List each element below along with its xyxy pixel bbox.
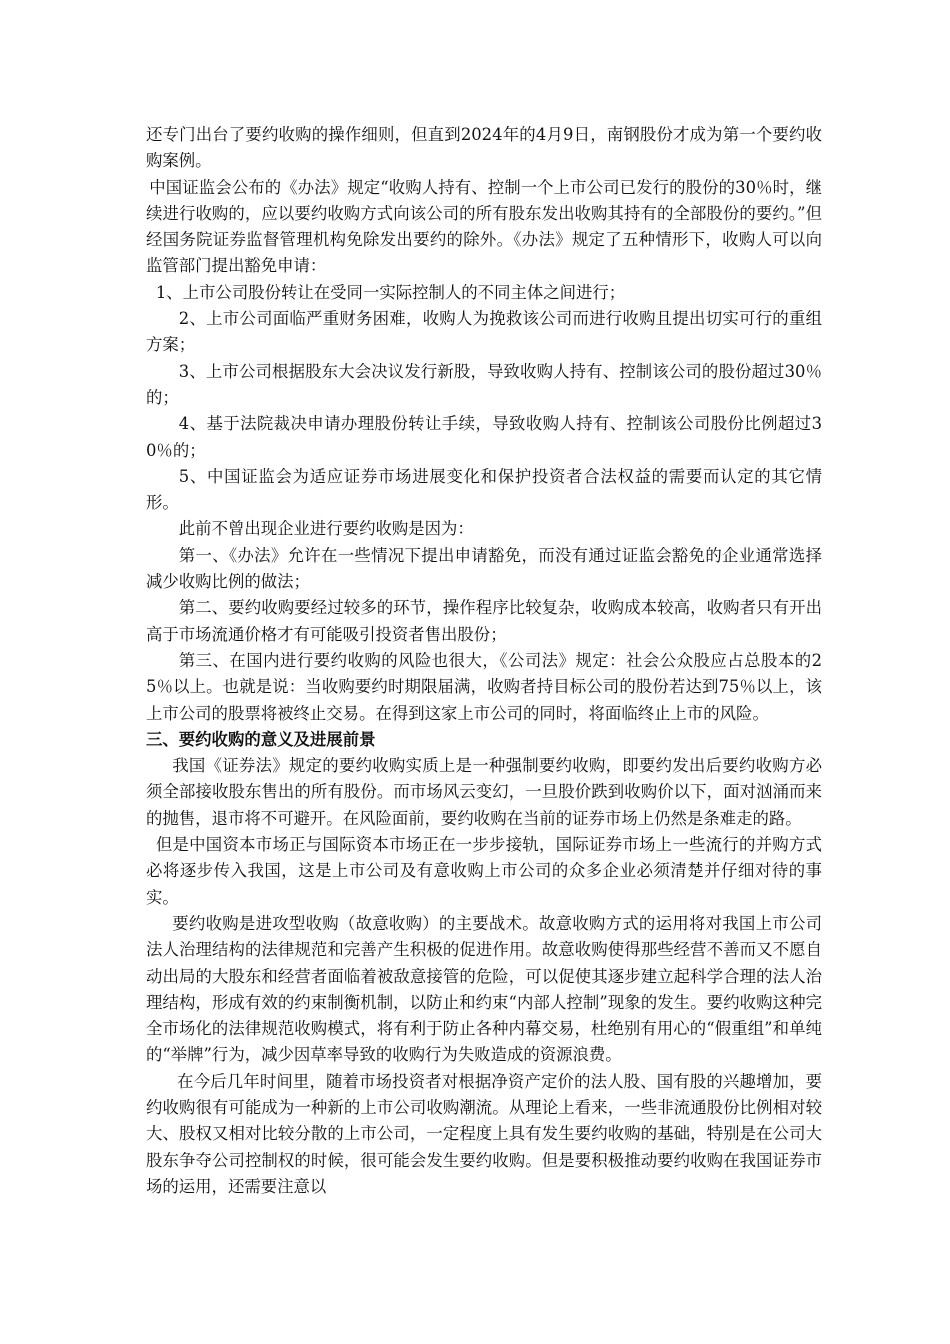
paragraph-reason-3: 第三、在国内进行要约收购的风险也很大，《公司法》规定：社会公众股应占总股本的25％以上。也就是说：当收购要约时期限届满，收购者持目标公司的股份若达到75％以上，该上市公司的股票将被终止交易。在得到这家上市公司的同时，将面临终止上市的风险。: [146, 650, 822, 723]
paragraph-significance-2: 但是中国资本市场正与国际资本市场正在一步步接轨，国际证券市场上一些流行的并购方式必将逐步传入我国，这是上市公司及有意收购上市公司的众多企业必须清楚并仔细对待的事实。: [146, 835, 822, 907]
list-item-exemption-3: 3、上市公司根据股东大会决议发行新股，导致收购人持有、控制该公司的股份超过30％的；: [146, 361, 822, 407]
paragraph-significance-1: 我国《证券法》规定的要约收购实质上是一种强制要约收购，即要约发出后要约收购方必须全部接收股东售出的所有股份。而市场风云变幻，一旦股价跌到收购价以下，面对汹涌而来的抛售，退市将不可避开。在风险面前，要约收购在当前的证券市场上仍然是条难走的路。: [146, 756, 822, 828]
paragraph-significance-3: 要约收购是进攻型收购（故意收购）的主要战术。故意收购方式的运用将对我国上市公司法人治理结构的法律规范和完善产生积极的促进作用。故意收购使得那些经营不善而又不愿自动出局的大股东和经营者面临着被敌意接管的危险，可以促使其逐步建立起科学合理的法人治理结构，形成有效的约束制衡机制，以防止和约束“内部人控制”现象的发生。要约收购这种完全市场化的法律规范收购模式，将有利于防止各种内幕交易，杜绝别有用心的“假重组”和单纯的“举牌”行为，减少因草率导致的收购行为失败造成的资源浪费。: [146, 913, 822, 1065]
document-page: [146, 122, 822, 1200]
paragraph-significance-4: 在今后几年时间里，随着市场投资者对根据净资产定价的法人股、国有股的兴趣增加，要约收购很有可能成为一种新的上市公司收购潮流。从理论上看来，一些非流通股份比例相对较大、股权又相对比较分散的上市公司，一定程度上具有发生要约收购的基础，特别是在公司大股东争夺公司控制权的时候，很可能会发生要约收购。但是要积极推动要约收购在我国证券市场的运用，还需要注意以: [146, 1071, 822, 1196]
paragraph-intro-continued: 还专门出台了要约收购的操作细则，但直到2024年的4月9日，南钢股份才成为第一个要约收购案例。: [146, 125, 822, 171]
paragraph-reason-1: 第一、《办法》允许在一些情况下提出申请豁免，而没有通过证监会豁免的企业通常选择减少收购比例的做法；: [146, 545, 822, 592]
list-item-exemption-4: 4、基于法院裁决申请办理股份转让手续，导致收购人持有、控制该公司股份比例超过30％的；: [146, 414, 822, 460]
list-item-exemption-1: 1、上市公司股份转让在受同一实际控制人的不同主体之间进行；: [155, 282, 626, 302]
list-item-exemption-2: 2、上市公司面临严重财务困难，收购人为挽救该公司而进行收购且提出切实可行的重组方案；: [146, 309, 822, 355]
paragraph-regulation: 中国证监会公布的《办法》规定“收购人持有、控制一个上市公司已发行的股份的30％时，继续进行收购的，应以要约收购方式向该公司的所有股东发出收购其持有的全部股份的要约。”但经国务院证券监督管理机构免除发出要约的除外。《办法》规定了五种情形下，收购人可以向监管部门提出豁免申请：: [146, 177, 822, 276]
section-heading: 三、要约收购的意义及进展前景: [146, 729, 376, 749]
paragraph-reasons-intro: 此前不曾出现企业进行要约收购是因为：: [178, 519, 474, 539]
list-item-exemption-5: 5、中国证监会为适应证券市场进展变化和保护投资者合法权益的需要而认定的其它情形。: [146, 466, 822, 513]
paragraph-reason-2: 第二、要约收购要经过较多的环节，操作程序比较复杂，收购成本较高，收购者只有开出高于市场流通价格才有可能吸引投资者售出股份；: [146, 598, 822, 644]
